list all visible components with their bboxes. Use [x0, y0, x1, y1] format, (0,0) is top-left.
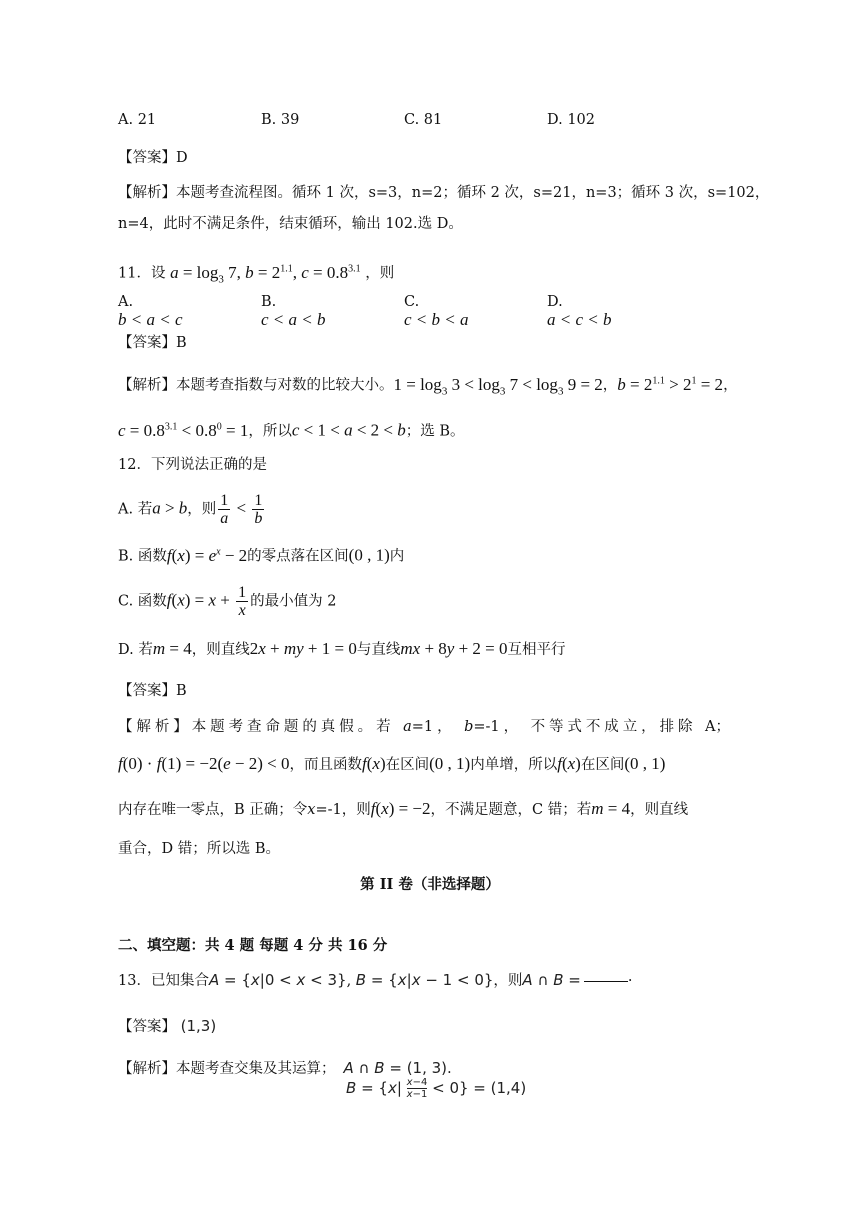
- q11-option-c: C. c < b < a: [404, 294, 469, 329]
- q13-set-a: A = {x|0 < x < 3}: [208, 971, 347, 989]
- q10-analysis-line1: 【解析】本题考查流程图。循环 1 次，s=3，n=2；循环 2 次，s=21，n=3；循环 3 次，s=102，: [118, 185, 770, 201]
- q10-analysis-line2: n=4，此时不满足条件，结束循环，输出 102.选 D。: [118, 216, 463, 232]
- q12-option-a: A. 若a > b，则 $\frac{1}{a}$ < $\frac{1}{b}$: [118, 492, 263, 527]
- q12-analysis-line3: 内存在唯一零点，B 正确；令x=-1，则f(x) = −2，不满足题意，C 错；若m = 4，则直线: [118, 799, 689, 818]
- q11-option-a: A. b < a < c: [118, 294, 183, 329]
- q11-answer: 【答案】B: [118, 335, 187, 351]
- q10-answer: 【答案】D: [118, 150, 188, 166]
- q10-option-a: A. 21: [118, 112, 157, 128]
- q12-analysis-line1: 【解析】本题考查命题的真假。若 a=1， b=-1， 不等式不成立，排除 A；: [118, 719, 731, 735]
- q10-option-b: B. 39: [261, 112, 300, 128]
- q10-option-d: D. 102: [547, 112, 596, 128]
- q10-option-c: C. 81: [404, 112, 443, 128]
- q11-option-b: B. c < a < b: [261, 294, 326, 329]
- answer-blank: [584, 981, 628, 982]
- q11-stem: 11．设 $a = \log_3 7$, $b = 2^{1.1}$, $c = 0.8^{3.1}$ ，则: [118, 262, 395, 286]
- section-title: 第 II 卷（非选择题）: [360, 876, 500, 893]
- q12-stem: 12．下列说法正确的是: [118, 457, 267, 473]
- q13-analysis-label: 【解析】本题考查交集及其运算； A ∩ B = (1, 3).: [118, 1059, 452, 1077]
- q13-set-b: B = {x|x − 1 < 0}: [355, 971, 494, 989]
- section-header: 二、填空题：共 4 题 每题 4 分 共 16 分: [118, 937, 388, 954]
- q12-option-b: B. 函数$f(x) = e^x - 2$的零点落在区间(0 , 1)内: [118, 545, 405, 565]
- q12-analysis-line2: f(0) · f(1) = −2(e − 2) < 0，而且函数f(x)在区间(0 , 1)内单增，所以f(x)在区间(0 , 1): [118, 754, 666, 773]
- q11-option-d: D. a < c < b: [547, 294, 612, 329]
- q12-analysis-line4: 重合，D 错；所以选 B。: [118, 841, 280, 857]
- q13-analysis-formula: B = {x| $\frac{x-4}{x-1}$ < 0} = (1,4): [346, 1077, 527, 1100]
- q12-option-c: C. 函数f(x) = x + $\frac{1}{x}$ 的最小值为 2: [118, 584, 337, 619]
- q11-options: [118, 294, 738, 330]
- q11-analysis-line1: 【解析】本题考查指数与对数的比较大小。$1 = \log_3 3 < \log_3 7 < \log_3 9 = 2$，$b = 2^{1.1} > 2^1 = 2$，: [118, 374, 738, 398]
- q11-analysis-line2: $c = 0.8^{3.1} < 0.8^0 = 1$，所以c < 1 < a < 2 < b；选 B。: [118, 420, 465, 440]
- q12-option-d: D. 若m = 4，则直线2x + my + 1 = 0与直线mx + 8y + 2 = 0互相平行: [118, 639, 566, 658]
- q13-answer: 【答案】 (1,3): [118, 1017, 217, 1035]
- q10-options: [118, 112, 738, 128]
- q13-stem: 13．已知集合A = {x|0 < x < 3}, B = {x|x − 1 < 0}，则A ∩ B = ·: [118, 971, 633, 989]
- q12-answer: 【答案】B: [118, 683, 187, 699]
- q11-formula: $a = \log_3 7$, $b = 2^{1.1}$, $c = 0.8^{3.1}$: [170, 262, 361, 286]
